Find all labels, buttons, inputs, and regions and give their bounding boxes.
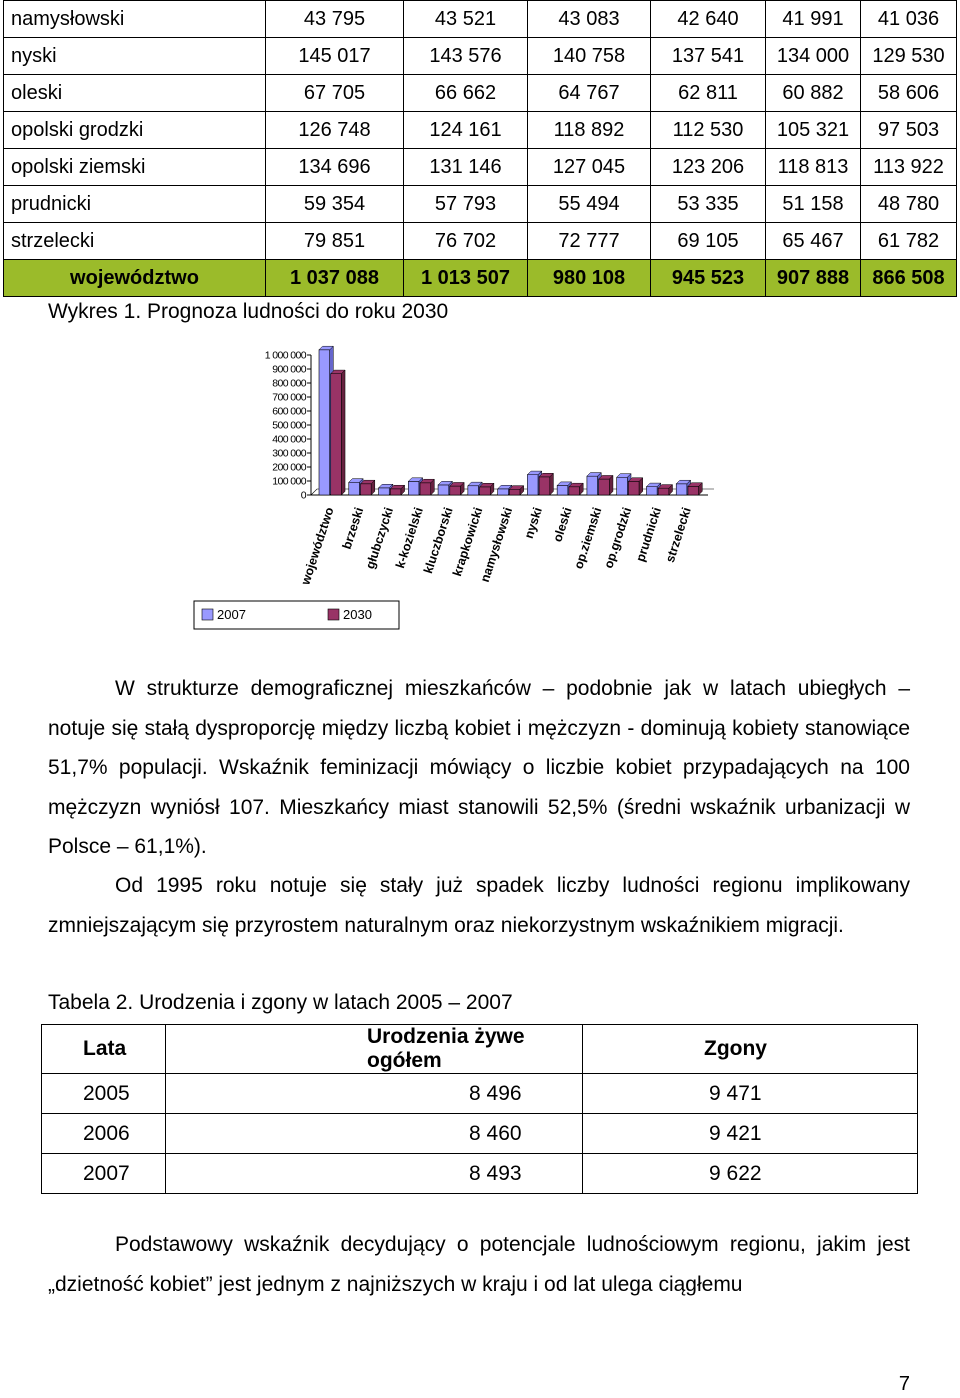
paragraph-fertility: Podstawowy wskaźnik decydujący o potencjale ludnościowym regionu, jakim jest „dzietność kobiet” jest jednym z najniższych w kraju i od lat ulega ciągłemu [48, 1233, 910, 1296]
table-row [42, 1114, 918, 1154]
table-row [4, 1, 957, 38]
table-row [4, 38, 957, 75]
table-cell: 137 541 [651, 38, 766, 75]
table-cell: 9 622 [583, 1154, 918, 1194]
x-tick-label: brzeski [339, 505, 367, 551]
table-cell: 51 158 [766, 186, 861, 223]
y-tick-label: 700 000 [272, 391, 306, 404]
table-cell: 59 354 [266, 186, 404, 223]
y-tick-label: 0 [300, 489, 306, 502]
table-cell: 1 037 088 [266, 260, 404, 297]
table-cell: 9 421 [583, 1114, 918, 1154]
population-table [3, 0, 957, 297]
table-cell: 129 530 [861, 38, 957, 75]
legend-label-2030: 2030 [343, 607, 372, 622]
table-cell: 97 503 [861, 112, 957, 149]
table-cell: 58 606 [861, 75, 957, 112]
table-cell: 105 321 [766, 112, 861, 149]
bar-2007-10 [617, 477, 628, 495]
bar-2030-6 [509, 489, 520, 495]
table-header-row [42, 1025, 918, 1074]
paragraph-decline: Od 1995 roku notuje się stały już spadek liczby ludności regionu implikowany zmniejszającym się przyrostem naturalnym oraz niekorzystnym wskaźnikiem migracji. [48, 874, 910, 937]
header-births: Urodzenia żywe ogółem [166, 1025, 583, 1074]
y-tick-label: 100 000 [272, 475, 306, 488]
table-row [42, 1074, 918, 1114]
table-cell: 8 496 [166, 1074, 583, 1114]
bar-2007-5 [468, 486, 479, 495]
population-forecast-chart [0, 340, 960, 640]
row-name: województwo [4, 260, 266, 297]
y-tick-label: 300 000 [272, 447, 306, 460]
bar-side-2030-0 [341, 370, 345, 495]
bar-side-2030-7 [550, 473, 554, 495]
table-cell: 65 467 [766, 223, 861, 260]
table-cell: 43 083 [528, 1, 651, 38]
table-row [4, 223, 957, 260]
table-cell: 123 206 [651, 149, 766, 186]
table-row [4, 75, 957, 112]
table-cell: 43 521 [404, 1, 528, 38]
bar-2007-1 [349, 482, 360, 495]
chart-caption: Wykres 1. Prognoza ludności do roku 2030 [48, 300, 449, 323]
table-cell: 118 813 [766, 149, 861, 186]
table-cell: 118 892 [528, 112, 651, 149]
x-tick-label: województwo [298, 505, 337, 587]
bar-2030-12 [688, 486, 699, 495]
legend-label-2007: 2007 [217, 607, 246, 622]
table-cell: 62 811 [651, 75, 766, 112]
table-cell: 2007 [42, 1154, 166, 1194]
table-cell: 53 335 [651, 186, 766, 223]
row-name: oleski [4, 75, 266, 112]
table-cell: 48 780 [861, 186, 957, 223]
legend-swatch-2030 [328, 609, 339, 620]
table-cell: 134 000 [766, 38, 861, 75]
x-tick-label: oleski [550, 505, 575, 544]
table-row [4, 112, 957, 149]
bar-2030-5 [480, 487, 491, 495]
table-cell: 61 782 [861, 223, 957, 260]
bar-2030-2 [390, 489, 401, 495]
bar-2007-2 [379, 488, 390, 495]
row-name: namysłowski [4, 1, 266, 38]
table-row [4, 186, 957, 223]
bar-2030-9 [599, 479, 610, 495]
y-tick-label: 800 000 [272, 377, 306, 390]
table-cell: 41 036 [861, 1, 957, 38]
table-cell: 143 576 [404, 38, 528, 75]
bar-2007-7 [527, 475, 538, 495]
table-cell: 69 105 [651, 223, 766, 260]
paragraph-demography: W strukturze demograficznej mieszkańców – podobnie jak w latach ubiegłych – notuje się stałą dysproporcję między liczbą kobiet i mężczyzn - dominują kobiety stanowiące 51,7% populacji. Wskaźnik feminizacji mówiący o liczbie kobiet przypadających na 100 mężczyzn wyniósł 107. Mieszkańcy miast stanowili 52,5% (średni wskaźnik urbanizacji w Polsce – 61,1%). [48, 677, 910, 858]
table-cell: 76 702 [404, 223, 528, 260]
bar-2030-4 [450, 486, 461, 495]
row-name: strzelecki [4, 223, 266, 260]
row-name: nyski [4, 38, 266, 75]
y-tick-label: 200 000 [272, 461, 306, 474]
table-cell: 131 146 [404, 149, 528, 186]
table-cell: 124 161 [404, 112, 528, 149]
y-tick-label: 400 000 [272, 433, 306, 446]
x-tick-label: głubczycki [363, 505, 397, 571]
y-tick-label: 500 000 [272, 419, 306, 432]
table-cell: 57 793 [404, 186, 528, 223]
x-tick-label: op.ziemski [571, 505, 605, 571]
table-cell: 67 705 [266, 75, 404, 112]
table-cell: 866 508 [861, 260, 957, 297]
bar-2007-4 [438, 485, 449, 495]
bar-2030-11 [658, 488, 669, 495]
bar-2007-6 [498, 489, 509, 495]
table-cell: 60 882 [766, 75, 861, 112]
page-number: 7 [898, 1373, 910, 1395]
x-tick-label: kluczborski [421, 505, 456, 576]
bar-2030-0 [331, 374, 342, 495]
bar-2007-3 [408, 481, 419, 495]
table-cell: 907 888 [766, 260, 861, 297]
bar-2030-1 [360, 484, 371, 495]
table-cell: 66 662 [404, 75, 528, 112]
x-tick-label: k-kozielski [393, 505, 426, 571]
table-cell: 113 922 [861, 149, 957, 186]
table-cell: 2005 [42, 1074, 166, 1114]
table-cell: 145 017 [266, 38, 404, 75]
table-cell: 41 991 [766, 1, 861, 38]
table-cell: 42 640 [651, 1, 766, 38]
table-cell: 8 460 [166, 1114, 583, 1154]
table-row [42, 1154, 918, 1194]
table-cell: 112 530 [651, 112, 766, 149]
table-cell: 140 758 [528, 38, 651, 75]
x-tick-label: op.grodzki [601, 505, 635, 571]
x-tick-label: prudnicki [633, 505, 665, 564]
table-cell: 64 767 [528, 75, 651, 112]
bar-side-2030-9 [609, 475, 613, 495]
table-cell: 9 471 [583, 1074, 918, 1114]
births-deaths-table [41, 1024, 918, 1194]
x-tick-label: krapkowicki [449, 505, 486, 579]
table-cell: 2006 [42, 1114, 166, 1154]
row-name: prudnicki [4, 186, 266, 223]
table-total-row [4, 260, 957, 297]
bar-2007-9 [587, 476, 598, 495]
x-tick-label: nyski [521, 505, 545, 541]
table-cell: 8 493 [166, 1154, 583, 1194]
table-cell: 55 494 [528, 186, 651, 223]
table-cell: 79 851 [266, 223, 404, 260]
bar-2007-11 [646, 487, 657, 495]
table-cell: 127 045 [528, 149, 651, 186]
table-cell: 980 108 [528, 260, 651, 297]
legend-swatch-2007 [202, 609, 213, 620]
bar-2007-8 [557, 486, 568, 495]
table-cell: 43 795 [266, 1, 404, 38]
bar-2007-12 [676, 484, 687, 495]
x-tick-label: strzelecki [662, 505, 694, 565]
row-name: opolski grodzki [4, 112, 266, 149]
table-cell: 945 523 [651, 260, 766, 297]
header-years: Lata [42, 1025, 166, 1074]
table-cell: 134 696 [266, 149, 404, 186]
bar-2030-10 [628, 481, 639, 495]
row-name: opolski ziemski [4, 149, 266, 186]
table-cell: 1 013 507 [404, 260, 528, 297]
y-tick-label: 1 000 000 [264, 349, 306, 362]
bar-2030-3 [420, 483, 431, 495]
y-tick-label: 600 000 [272, 405, 306, 418]
x-tick-label: namysłowski [477, 505, 516, 584]
header-deaths: Zgony [583, 1025, 918, 1074]
y-tick-label: 900 000 [272, 363, 306, 376]
table-cell: 72 777 [528, 223, 651, 260]
table2-caption: Tabela 2. Urodzenia i zgony w latach 2005 – 2007 [48, 991, 513, 1014]
table-row [4, 149, 957, 186]
bar-2030-7 [539, 477, 550, 495]
bar-2030-8 [569, 487, 580, 495]
bar-2007-0 [319, 350, 330, 495]
table-cell: 126 748 [266, 112, 404, 149]
